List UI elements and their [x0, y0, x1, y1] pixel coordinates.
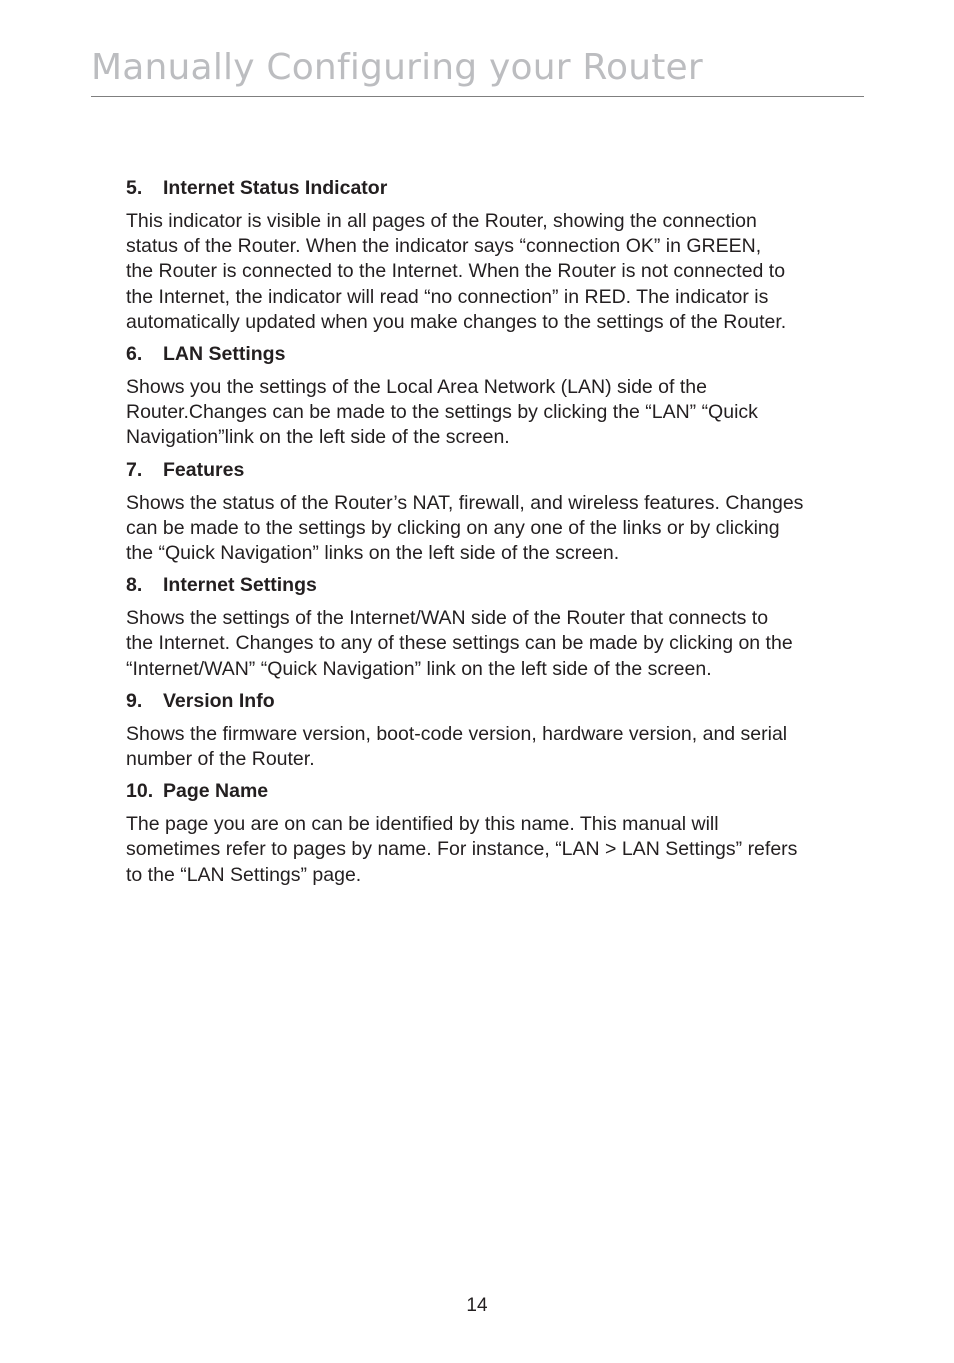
- section-body: [126, 812, 856, 888]
- section-features: [126, 458, 856, 567]
- body-line: Shows you the settings of the Local Area Network (LAN) side of the: [126, 376, 707, 399]
- body-line: the Internet, the indicator will read “no connection” in RED. The indicator is: [126, 285, 769, 308]
- body-line: “Internet/WAN” “Quick Navigation” link on the left side of the screen.: [126, 657, 712, 680]
- section-heading: [126, 458, 856, 483]
- body-line: to the “LAN Settings” page.: [126, 863, 362, 886]
- section-body: [126, 209, 856, 335]
- section-body: [126, 606, 856, 682]
- section-body: [126, 491, 856, 567]
- body-line: the “Quick Navigation” links on the left side of the screen.: [126, 542, 620, 565]
- body-line: can be made to the settings by clicking on any one of the links or by clicking: [126, 516, 780, 539]
- page-number: 14: [466, 1295, 488, 1316]
- section-heading: [126, 689, 856, 714]
- section-title: Page Name: [163, 780, 269, 803]
- page-title: Manually Configuring your Router: [91, 47, 703, 88]
- body-line: Shows the status of the Router’s NAT, firewall, and wireless features. Changes: [126, 491, 804, 514]
- section-body: [126, 722, 856, 772]
- section-heading: [126, 342, 856, 367]
- section-version-info: [126, 689, 856, 772]
- body-line: the Router is connected to the Internet. When the Router is not connected to: [126, 260, 786, 283]
- section-title: Internet Status Indicator: [163, 177, 388, 199]
- section-title: Features: [163, 458, 245, 481]
- section-heading: [126, 573, 856, 598]
- section-lan-settings: [126, 342, 856, 451]
- body-line: The page you are on can be identified by this name. This manual will: [126, 813, 719, 836]
- body-line: Shows the settings of the Internet/WAN side of the Router that connects to: [126, 607, 769, 630]
- title-divider: [91, 96, 864, 97]
- section-page-name: [126, 779, 856, 888]
- body-line: status of the Router. When the indicator says “connection OK” in GREEN,: [126, 235, 762, 258]
- manual-content: [126, 176, 856, 895]
- body-line: the Internet. Changes to any of these settings can be made by clicking on the: [126, 632, 793, 655]
- section-internet-settings: [126, 573, 856, 682]
- section-number: 6.: [126, 343, 143, 366]
- section-title: Internet Settings: [163, 574, 317, 597]
- body-line: Navigation”link on the left side of the screen.: [126, 426, 510, 449]
- section-number: 8.: [126, 574, 143, 597]
- body-line: Shows the firmware version, boot-code version, hardware version, and serial: [126, 722, 788, 745]
- section-heading: [126, 779, 856, 804]
- section-number: 7.: [126, 458, 143, 481]
- body-line: Router.Changes can be made to the settings by clicking the “LAN” “Quick: [126, 401, 758, 424]
- section-heading: [126, 176, 856, 201]
- section-internet-status-indicator: [126, 176, 856, 335]
- body-line: sometimes refer to pages by name. For instance, “LAN > LAN Settings” refers: [126, 838, 798, 861]
- body-line: This indicator is visible in all pages of the Router, showing the connection: [126, 210, 757, 232]
- section-number: 9.: [126, 689, 143, 712]
- section-number: 10.: [126, 780, 154, 803]
- section-number: 5.: [126, 177, 143, 199]
- section-title: LAN Settings: [163, 343, 286, 366]
- body-line: automatically updated when you make changes to the settings of the Router.: [126, 310, 787, 333]
- section-body: [126, 375, 856, 451]
- body-line: number of the Router.: [126, 748, 315, 771]
- section-title: Version Info: [163, 689, 275, 712]
